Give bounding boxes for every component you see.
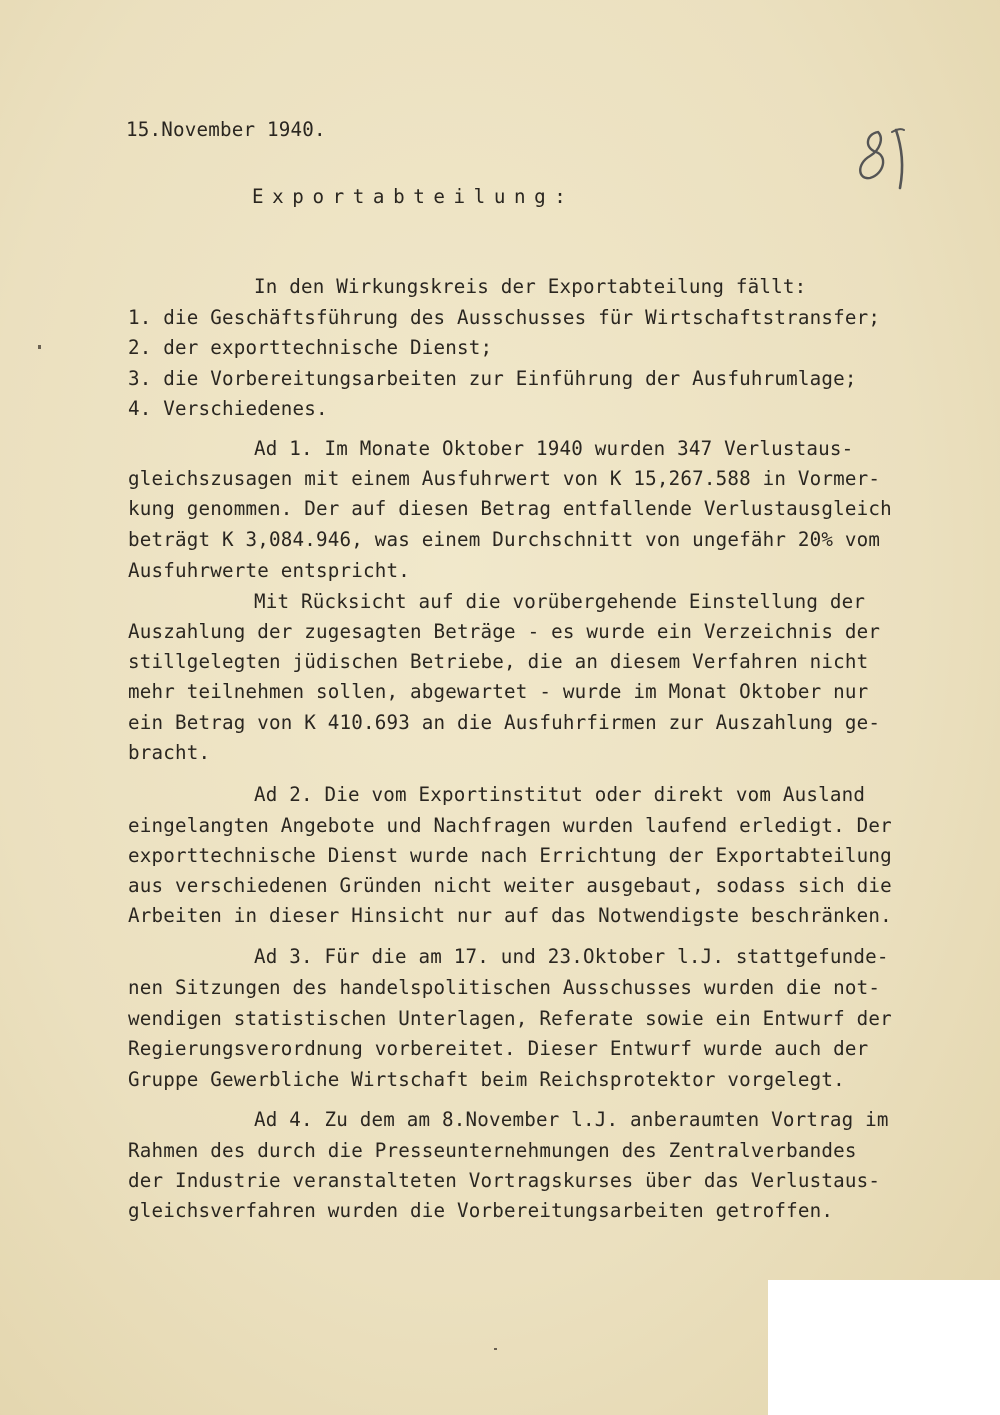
body-line: 4. Verschiedenes.: [128, 397, 328, 420]
body-line: Auszahlung der zugesagten Beträge - es wurde ein Verzeichnis der: [128, 620, 881, 643]
paper-speck: [494, 1348, 497, 1350]
body-line: stillgelegten jüdischen Betriebe, die an diesem Verfahren nicht: [128, 650, 869, 673]
body-line: gleichsverfahren wurden die Vorbereitungsarbeiten getroffen.: [128, 1199, 834, 1222]
paper-speck: [38, 345, 41, 349]
body-line: beträgt K 3,084.946, was einem Durchschnitt von ungefähr 20% vom: [128, 528, 881, 551]
handwritten-page-number-drawing: [848, 118, 918, 198]
body-line: aus verschiedenen Gründen nicht weiter ausgebaut, sodass sich die: [128, 874, 892, 897]
body-line: Arbeiten in dieser Hinsicht nur auf das Notwendigste beschränken.: [128, 904, 892, 927]
body-line: In den Wirkungskreis der Exportabteilung fällt:: [254, 275, 807, 298]
body-line: nen Sitzungen des handelspolitischen Ausschusses wurden die not-: [128, 976, 881, 999]
body-line: ein Betrag von K 410.693 an die Ausfuhrfirmen zur Auszahlung ge-: [128, 711, 881, 734]
body-line: Ad 2. Die vom Exportinstitut oder direkt vom Ausland: [254, 783, 866, 806]
body-line: Ad 1. Im Monate Oktober 1940 wurden 347 Verlustaus-: [254, 437, 854, 460]
body-line: Rahmen des durch die Presseunternehmungen des Zentralverbandes: [128, 1139, 857, 1162]
body-line: Ausfuhrwerte entspricht.: [128, 559, 411, 582]
body-line: Ad 3. Für die am 17. und 23.Oktober l.J. stattgefunde-: [254, 945, 889, 968]
body-line: bracht.: [128, 741, 211, 764]
body-line: wendigen statistischen Unterlagen, Referate sowie ein Entwurf der: [128, 1007, 892, 1030]
body-line: Gruppe Gewerbliche Wirtschaft beim Reichsprotektor vorgelegt.: [128, 1068, 845, 1091]
handwritten-page-number: [848, 118, 918, 198]
body-line: Mit Rücksicht auf die vorübergehende Einstellung der: [254, 590, 866, 613]
document-heading: Exportabteilung:: [252, 185, 575, 208]
scan-blank-corner: [768, 1280, 1000, 1415]
body-line: Regierungsverordnung vorbereitet. Dieser Entwurf wurde auch der: [128, 1037, 869, 1060]
document-date: 15.November 1940.: [126, 118, 326, 141]
body-line: kung genommen. Der auf diesen Betrag entfallende Verlustausgleich: [128, 497, 892, 520]
body-line: 1. die Geschäftsführung des Ausschusses für Wirtschaftstransfer;: [128, 306, 881, 329]
body-line: 2. der exporttechnische Dienst;: [128, 336, 493, 359]
body-line: exporttechnische Dienst wurde nach Errichtung der Exportabteilung: [128, 844, 892, 867]
body-line: Ad 4. Zu dem am 8.November l.J. anberaumten Vortrag im: [254, 1108, 889, 1131]
body-line: 3. die Vorbereitungsarbeiten zur Einführung der Ausfuhrumlage;: [128, 367, 857, 390]
body-line: mehr teilnehmen sollen, abgewartet - wurde im Monat Oktober nur: [128, 680, 869, 703]
body-line: gleichszusagen mit einem Ausfuhrwert von K 15,267.588 in Vormer-: [128, 467, 881, 490]
body-line: der Industrie veranstalteten Vortragskurses über das Verlustaus-: [128, 1169, 881, 1192]
body-line: eingelangten Angebote und Nachfragen wurden laufend erledigt. Der: [128, 814, 892, 837]
